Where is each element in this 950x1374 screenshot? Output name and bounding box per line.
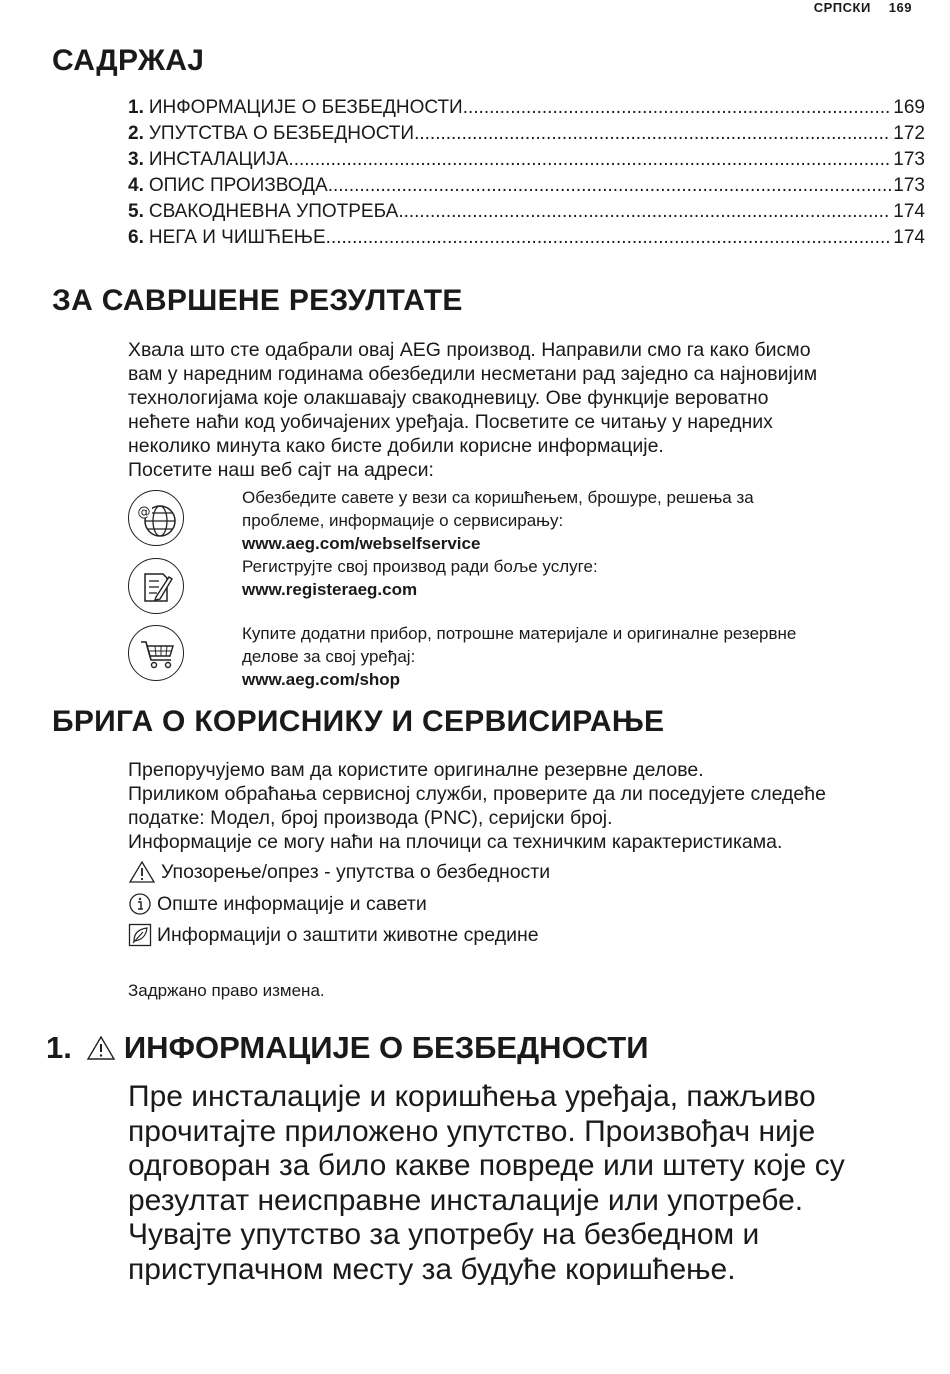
- webselfservice-link[interactable]: www.aeg.com/webselfservice: [242, 534, 481, 553]
- safety-number: 1.: [46, 1030, 72, 1065]
- toc-page: 172: [893, 123, 925, 144]
- shop-link[interactable]: www.aeg.com/shop: [242, 670, 401, 689]
- toc-number: 4.: [128, 175, 144, 196]
- link-description: Региструјте свој производ ради боље услуге:: [242, 557, 598, 576]
- register-link[interactable]: www.registeraeg.com: [242, 580, 418, 599]
- running-header: [814, 0, 912, 15]
- toc-label: СВАКОДНЕВНА УПОТРЕБА: [148, 201, 399, 222]
- care-line: податке: Модел, број производа (PNC), серијски број.: [128, 807, 613, 829]
- link-description: Обезбедите савете у вези са коришћењем, брошуре, решења за: [242, 488, 754, 507]
- care-line: Приликом обраћања сервисној служби, проверите да ли поседујете следеће: [128, 783, 826, 805]
- care-paragraph: [128, 758, 826, 854]
- warning-triangle-icon: [86, 1035, 116, 1061]
- toc-page: 169: [893, 97, 925, 118]
- toc-page: 173: [893, 175, 925, 196]
- toc-label: ИНСТАЛАЦИЈА: [148, 149, 289, 170]
- register-text: [242, 555, 862, 601]
- globe-at-icon: [128, 490, 184, 546]
- link-description: делове за свој уређај:: [242, 647, 416, 666]
- table-of-contents: [128, 97, 925, 253]
- language-label: СРПСКИ: [813, 0, 871, 15]
- leaf-icon: [128, 923, 152, 947]
- warning-triangle-icon: [128, 860, 156, 884]
- symbol-label: Упозорење/опрез - упутства о безбедности: [161, 860, 551, 883]
- toc-number: 2.: [128, 123, 144, 144]
- safety-title: ИНФОРМАЦИЈЕ О БЕЗБЕДНОСТИ: [123, 1030, 649, 1065]
- link-description: Купите додатни прибор, потрошне материјале и оригиналне резервне: [242, 624, 797, 643]
- safety-intro: [128, 1080, 918, 1287]
- toc-leader: [463, 97, 892, 119]
- safety-line: приступачном месту за будуће коришћење.: [128, 1252, 736, 1286]
- symbol-legend-warning: [128, 858, 550, 886]
- safety-heading: [46, 1030, 649, 1066]
- rights-notice: Задржано право измена.: [128, 981, 325, 1000]
- symbol-legend-info: [128, 890, 427, 918]
- link-description: проблеме, информације о сервисирању:: [242, 511, 564, 530]
- toc-label: УПУТСТВА О БЕЗБЕДНОСТИ: [148, 123, 415, 144]
- intro-paragraph: [128, 338, 817, 482]
- safety-line: прочитајте приложено упутство. Произвођач није: [128, 1114, 816, 1148]
- toc-page: 174: [893, 227, 925, 248]
- toc-number: 6.: [128, 227, 144, 248]
- toc-label: ИНФОРМАЦИЈЕ О БЕЗБЕДНОСТИ: [148, 97, 463, 118]
- toc-row[interactable]: [128, 97, 925, 123]
- shop-text: [242, 622, 862, 691]
- care-line: Препоручујемо вам да користите оригиналне резервне делове.: [128, 759, 704, 781]
- toc-number: 1.: [128, 97, 144, 118]
- toc-leader: [328, 175, 892, 197]
- toc-row[interactable]: [128, 123, 925, 149]
- intro-line: Хвала што сте одабрали овај AEG производ. Направили смо га како бисмо: [128, 339, 811, 361]
- safety-line: Пре инсталације и коришћења уређаја, пажљиво: [128, 1080, 816, 1113]
- toc-leader: [414, 123, 891, 145]
- safety-line: резултат неисправне инсталације или употребе.: [128, 1183, 804, 1217]
- toc-leader: [398, 201, 891, 223]
- intro-line: технологијама које олакшавају свакодневицу. Ове функције вероватно: [128, 387, 769, 409]
- toc-row[interactable]: [128, 149, 925, 175]
- perfect-results-title: ЗА САВРШЕНЕ РЕЗУЛТАТЕ: [52, 284, 463, 317]
- care-line: Информације се могу наћи на плочици са техничким карактеристикама.: [128, 831, 783, 853]
- toc-row[interactable]: [128, 227, 925, 253]
- intro-line: неколико минута како бисте добили корисне информације.: [128, 435, 664, 457]
- safety-line: Чувајте упутство за употребу на безбедном и: [128, 1218, 760, 1251]
- intro-line: вам у наредним годинама обезбедили несметани рад заједно са најновијим: [128, 363, 818, 385]
- toc-row[interactable]: [128, 175, 925, 201]
- safety-line: одговоран за било какве повреде или штету које су: [128, 1149, 845, 1182]
- toc-row[interactable]: [128, 201, 925, 227]
- symbol-label: Опште информације и савети: [157, 892, 427, 915]
- register-document-icon: [128, 558, 184, 614]
- page-number: 169: [888, 0, 912, 15]
- toc-page: 173: [893, 149, 925, 170]
- toc-label: НЕГА И ЧИШЋЕЊЕ: [148, 227, 326, 248]
- toc-label: ОПИС ПРОИЗВОДА: [148, 175, 328, 196]
- toc-leader: [326, 227, 892, 249]
- info-icon: [128, 892, 152, 916]
- contents-title: САДРЖАЈ: [52, 44, 205, 77]
- care-title: БРИГА О КОРИСНИКУ И СЕРВИСИРАЊЕ: [52, 705, 665, 738]
- intro-line: Посетите наш веб сајт на адреси:: [128, 459, 434, 481]
- intro-line: нећете наћи код уобичајених уређаја. Посветите се читању у наредних: [128, 411, 773, 433]
- toc-leader: [288, 149, 891, 171]
- toc-number: 5.: [128, 201, 144, 222]
- shopping-cart-icon: [128, 625, 184, 681]
- symbol-label: Информацији о заштити животне средине: [157, 923, 539, 946]
- webselfservice-text: [242, 486, 862, 555]
- symbol-legend-environment: [128, 921, 539, 949]
- toc-page: 174: [893, 201, 925, 222]
- toc-number: 3.: [128, 149, 144, 170]
- svg-text:@: @: [137, 505, 151, 520]
